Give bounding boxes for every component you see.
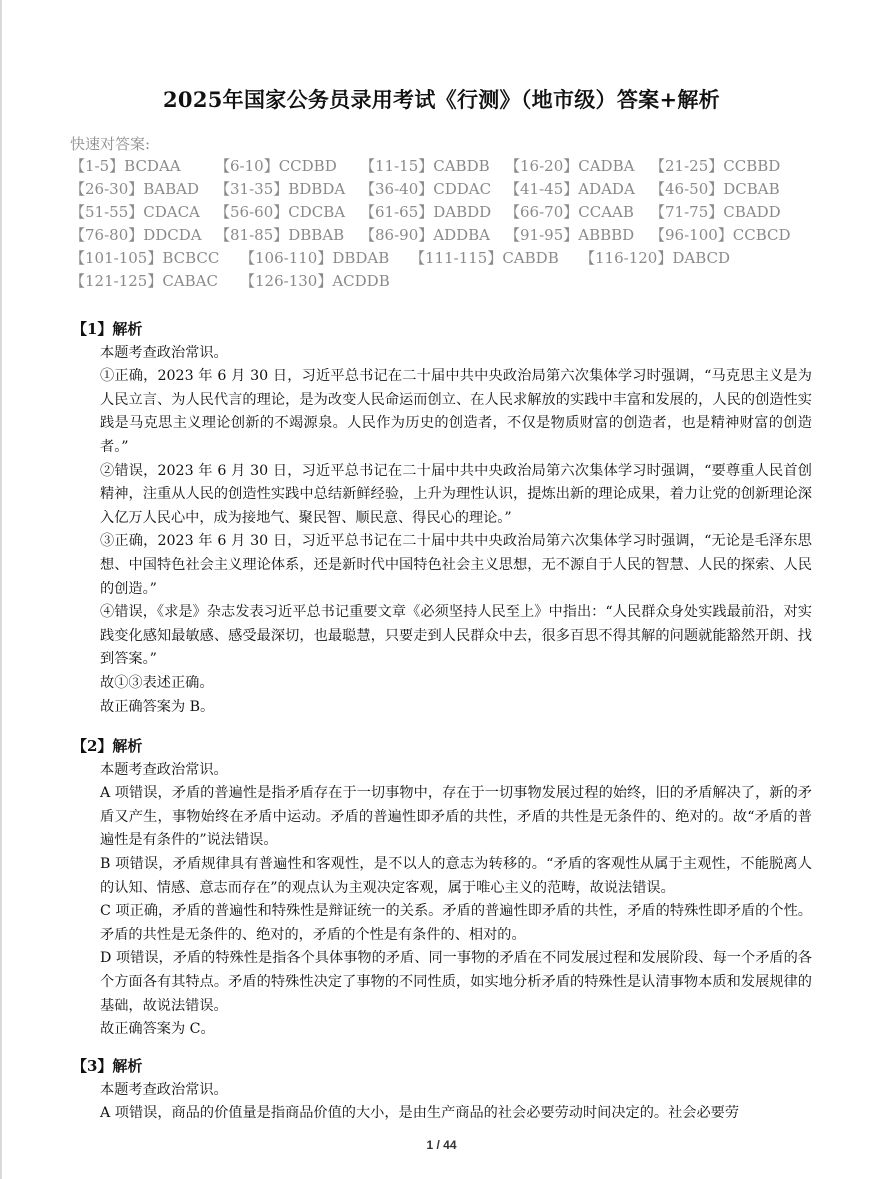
paragraph: C 项正确，矛盾的普遍性和特殊性是辩证统一的关系。矛盾的普遍性即矛盾的共性，矛盾的特殊性即矛盾的个性。矛盾的共性是无条件的、绝对的，矛盾的个性是有条件的、相对的。 xyxy=(100,903,812,943)
answer-group: 【16-20】CADBA xyxy=(505,157,635,175)
answer-group: 【56-60】CDCBA xyxy=(215,203,346,221)
document-title: 2025年国家公务员录用考试《行测》（地市级）答案+解析 xyxy=(163,87,720,112)
paragraph: D 项错误，矛盾的特殊性是指各个具体事物的矛盾、同一事物的矛盾在不同发展过程和发展阶段、每一个矛盾的各个方面各有其特点。矛盾的特殊性决定了事物的不同性质，如实地分析矛盾的特殊性是认清事物本质和发展规律的基础，故说法错误。 xyxy=(100,950,812,1014)
paragraph: ②错误，2023 年 6 月 30 日，习近平总书记在二十届中共中央政治局第六次集体学习时强调，“要尊重人民首创精神，注重从人民的创造性实践中总结新鲜经验，上升为理性认识，提炼出新的理论成果，着力让党的创新理论深入亿万人民心中，成为接地气、聚民智、顺民意、得民心的理论。” xyxy=(100,462,812,526)
analysis-section-1 xyxy=(72,318,812,719)
quick-answer-label: 快速对答案: xyxy=(70,135,151,153)
paragraph: ①正确，2023 年 6 月 30 日，习近平总书记在二十届中共中央政治局第六次集体学习时强调，“马克思主义是为人民立言、为人民代言的理论，是为改变人民命运而创立、在人民求解放的实践中丰富和发展的，人民的创造性实践是马克思主义理论创新的不竭源泉。人民作为历史的创造者，不仅是物质财富的创造者，也是精神财富的创造者。” xyxy=(100,368,812,455)
analysis-section-3 xyxy=(72,1055,812,1126)
answer-group: 【51-55】CDACA xyxy=(70,203,200,221)
answer-group: 【31-35】BDBDA xyxy=(215,180,346,198)
answer-group: 【6-10】CCDBD xyxy=(215,157,337,175)
paragraph: 本题考查政治常识。 xyxy=(100,1081,228,1098)
answer-group: 【101-105】BCBCC xyxy=(70,249,220,267)
answer-group: 【111-115】CABDB xyxy=(410,249,559,267)
paragraph: ④错误，《求是》杂志发表习近平总书记重要文章《必须坚持人民至上》中指出：“人民群众身处实践最前沿，对实践变化感知最敏感、感受最深切，也最聪慧，只要走到人民群众中去，很多百思不得其解的问题就能豁然开朗、找到答案。” xyxy=(100,604,812,668)
answer-group: 【91-95】ABBBD xyxy=(505,226,635,244)
answer-group: 【1-5】BCDAA xyxy=(70,157,181,175)
answer-group: 【86-90】ADDBA xyxy=(360,226,490,244)
answer-group: 【76-80】DDCDA xyxy=(70,226,202,244)
paragraph: B 项错误，矛盾规律具有普遍性和客观性，是不以人的意志为转移的。“矛盾的客观性从属于主观性，不能脱离人的认知、情感、意志而存在”的观点认为主观决定客观，属于唯心主义的范畴，故说法错误。 xyxy=(100,855,812,896)
answer-group: 【81-85】DBBAB xyxy=(215,226,345,244)
answer-group: 【41-45】ADADA xyxy=(505,180,635,198)
answer-row xyxy=(70,178,860,201)
analysis-section-2 xyxy=(72,735,812,1042)
answer-group: 【116-120】DABCD xyxy=(580,249,730,267)
answer-row xyxy=(70,270,860,293)
quick-answer-block xyxy=(70,133,860,293)
answer-group: 【26-30】BABAD xyxy=(70,180,199,198)
page-left-edge xyxy=(0,0,2,1179)
paragraph: 故正确答案为 C。 xyxy=(100,1021,215,1038)
answer-group: 【126-130】ACDDB xyxy=(240,272,390,290)
answer-group: 【61-65】DABDD xyxy=(360,203,492,221)
answer-group: 【106-110】DBDAB xyxy=(240,249,390,267)
answer-group: 【46-50】DCBAB xyxy=(650,180,780,198)
answer-row xyxy=(70,201,860,224)
answer-group: 【71-75】CBADD xyxy=(650,203,781,221)
page-number: 1 / 44 xyxy=(426,1138,457,1152)
paragraph: 故正确答案为 B。 xyxy=(100,698,215,715)
paragraph: 本题考查政治常识。 xyxy=(100,344,228,361)
answer-row xyxy=(70,224,860,247)
answer-group: 【121-125】CABAC xyxy=(70,272,218,290)
answer-group: 【21-25】CCBBD xyxy=(650,157,781,175)
paragraph: ③正确，2023 年 6 月 30 日，习近平总书记在二十届中共中央政治局第六次集体学习时强调，“无论是毛泽东思想、中国特色社会主义理论体系，还是新时代中国特色社会主义思想，无不源自于人民的智慧、人民的探索、人民的创造。” xyxy=(100,533,812,597)
paragraph: A 项错误，矛盾的普遍性是指矛盾存在于一切事物中，存在于一切事物发展过程的始终，旧的矛盾解决了，新的矛盾又产生，事物始终在矛盾中运动。矛盾的普遍性即矛盾的共性，矛盾的共性是无条件的、绝对的。故“矛盾的普遍性是有条件的”说法错误。 xyxy=(100,785,812,849)
paragraph: A 项错误，商品的价值量是指商品价值的大小，是由生产商品的社会必要劳动时间决定的。社会必要劳 xyxy=(100,1105,740,1122)
answer-group: 【11-15】CABDB xyxy=(360,157,490,175)
answer-group: 【96-100】CCBCD xyxy=(650,226,791,244)
answer-group: 【36-40】CDDAC xyxy=(360,180,492,198)
answer-row xyxy=(70,155,860,178)
section-heading: 【2】解析 xyxy=(72,737,143,755)
section-heading: 【3】解析 xyxy=(72,1057,143,1075)
paragraph: 故①③表述正确。 xyxy=(100,674,214,691)
answer-group: 【66-70】CCAAB xyxy=(505,203,634,221)
section-heading: 【1】解析 xyxy=(72,320,143,338)
answer-row xyxy=(70,247,860,270)
paragraph: 本题考查政治常识。 xyxy=(100,761,228,778)
